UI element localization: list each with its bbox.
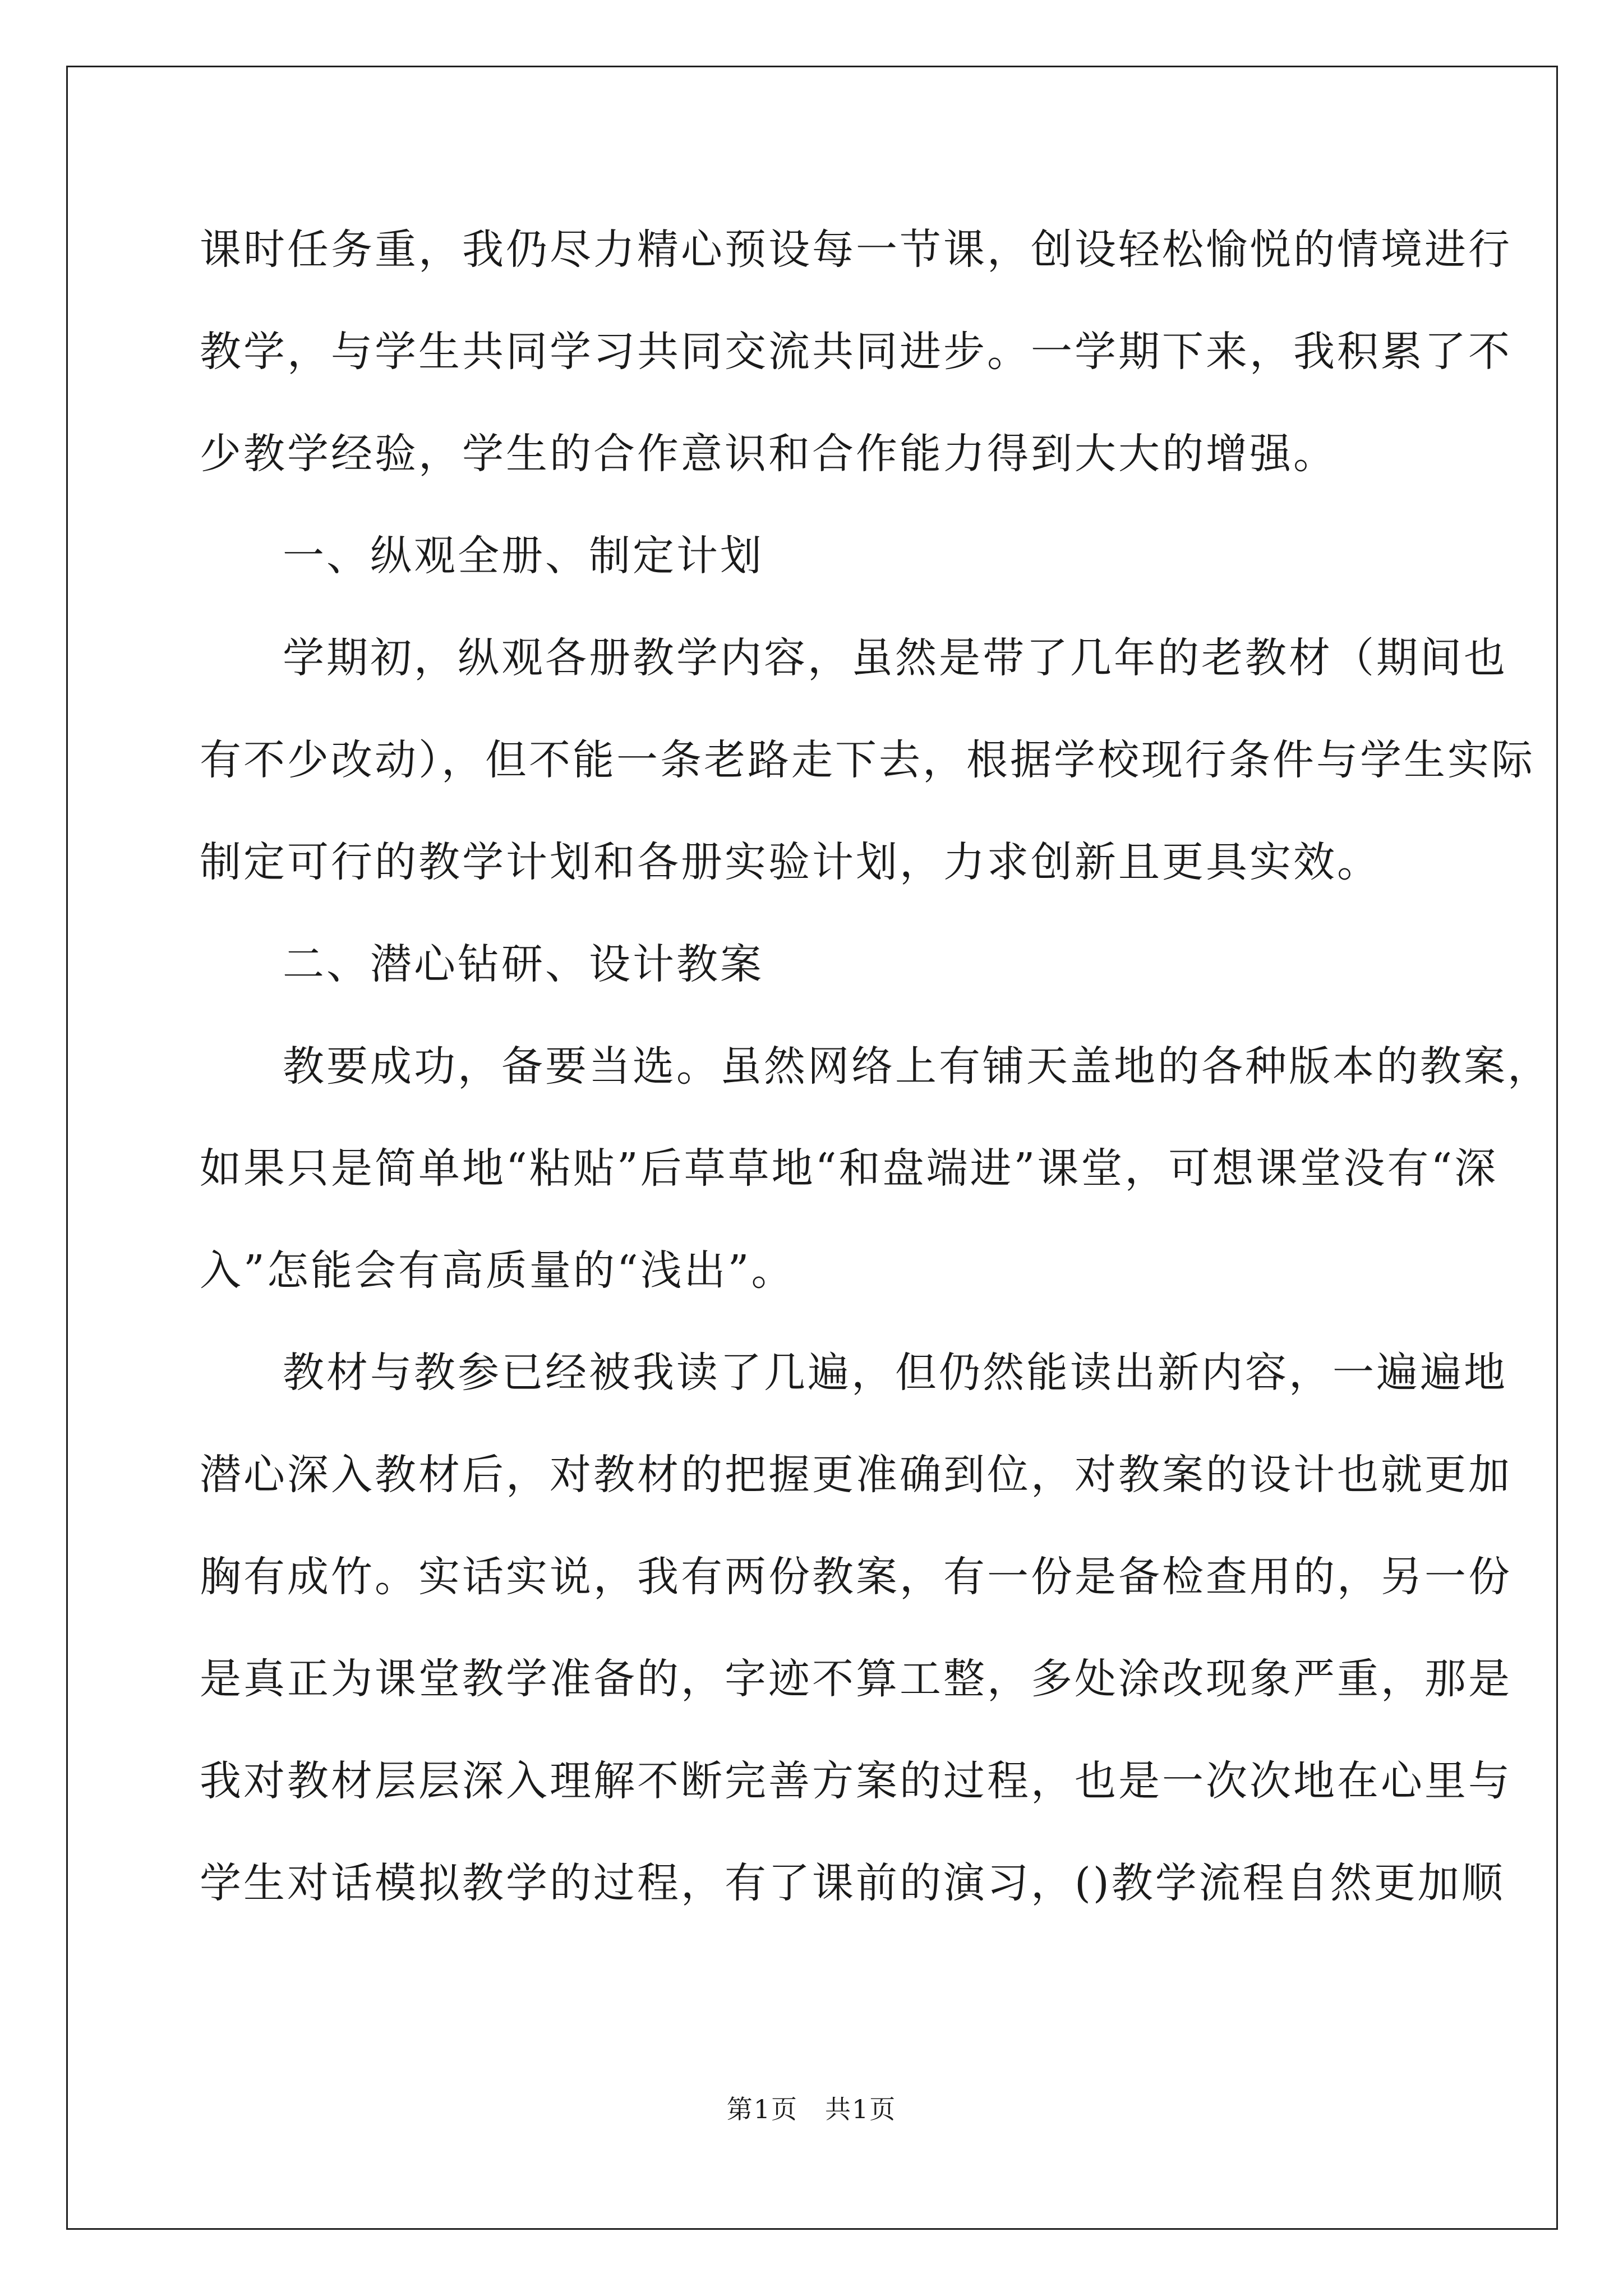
text-line: 制定可行的教学计划和各册实验计划，力求创新且更具实效。: [200, 838, 1381, 886]
text-line: 教学，与学生共同学习共同交流共同进步。一学期下来，我积累了不: [200, 328, 1512, 376]
text-line: 是真正为课堂教学准备的，字迹不算工整，多处涂改现象严重，那是: [200, 1655, 1512, 1703]
text-line: 胸有成竹。实话实说，我有两份教案，有一份是备检查用的，另一份: [200, 1553, 1512, 1601]
page-number-footer: 第1页 共1页: [726, 2094, 897, 2124]
text-line: 有不少改动），但不能一条老路走下去，根据学校现行条件与学生实际: [200, 736, 1535, 784]
text-line: 少教学经验，学生的合作意识和合作能力得到大大的增强。: [200, 430, 1337, 478]
text-line: 学生对话模拟教学的过程，有了课前的演习，()教学流程自然更加顺: [200, 1859, 1505, 1907]
paragraph-first-line: 教材与教参已经被我读了几遍，但仍然能读出新内容，一遍遍地: [283, 1349, 1507, 1397]
paragraph-first-line: 教要成功，备要当选。虽然网络上有铺天盖地的各种版本的教案，: [283, 1042, 1551, 1091]
text-line: 我对教材层层深入理解不断完善方案的过程，也是一次次地在心里与: [200, 1757, 1512, 1805]
section-heading: 二、潜心钻研、设计教案: [283, 940, 764, 988]
section-heading: 一、纵观全册、制定计划: [283, 532, 764, 580]
text-line: 课时任务重，我仍尽力精心预设每一节课，创设轻松愉悦的情境进行: [200, 226, 1512, 274]
text-line: 如果只是简单地“粘贴”后草草地“和盘端进”课堂，可想课堂没有“深: [200, 1144, 1498, 1193]
paragraph-first-line: 学期初，纵观各册教学内容，虽然是带了几年的老教材（期间也: [283, 634, 1507, 682]
text-line: 入”怎能会有高质量的“浅出”。: [200, 1246, 795, 1295]
text-line: 潜心深入教材后，对教材的把握更准确到位，对教案的设计也就更加: [200, 1451, 1512, 1499]
